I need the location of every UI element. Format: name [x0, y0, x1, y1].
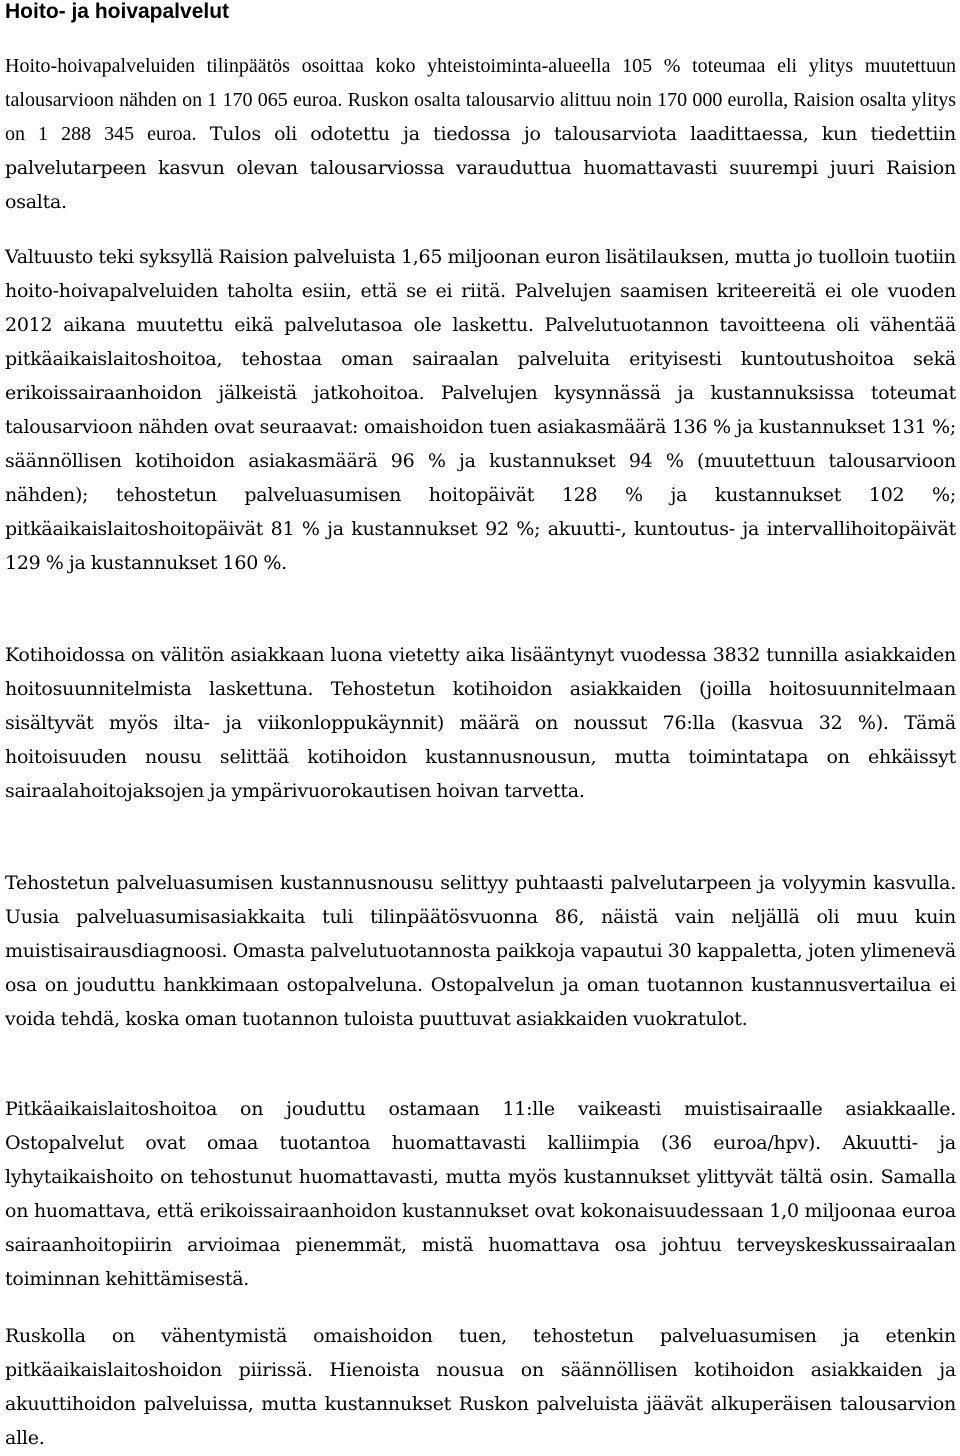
paragraph-text: Tehostetun palveluasumisen kustannusnousu selittyy puhtaasti palvelutarpeen ja volyymin kasvulla. Uusia palveluasumisasiakkaita tuli tilinpäätösvuonna 86, näistä vain neljällä oli muu kuin muistisairausdiagnoosi. Omasta palvelutuotannosta paikkoja vapautui 30 kappaletta, joten ylimenevä osa on jouduttu hankkimaan ostopalveluna. Ostopalvelun ja oman tuotannon kustannusvertailua ei voida tehdä, koska oman tuotannon tuloista puuttuvat asiakkaiden vuokratulot.	[5, 872, 956, 1030]
paragraph-long-term-care	[5, 1092, 956, 1296]
paragraph-budget-summary	[5, 49, 956, 219]
paragraph-text: Kotihoidossa on välitön asiakkaan luona vietetty aika lisääntynyt vuodessa 3832 tunnilla asiakkaiden hoitosuunnitelmista laskettuna. Tehostetun kotihoidon asiakkaiden (joilla hoitosuunnitelmaan sisältyvät myös ilta- ja viikonloppukäynnit) määrä on noussut 76:lla (kasvua 32 %). Tämä hoitoisuuden nousu selittää kotihoidon kustannusnousun, mutta toimintatapa on ehkäissyt sairaalahoitojaksojen ja ympärivuorokautisen hoivan tarvetta.	[5, 644, 956, 802]
paragraph-rusko	[5, 1319, 956, 1455]
paragraph-text: Pitkäaikaislaitoshoitoa on jouduttu ostamaan 11:lle vaikeasti muistisairaalle asiakkaalle. Ostopalvelut ovat omaa tuotantoa huomattavasti kalliimpia (36 euroa/hpv). Akuutti- ja lyhytaikaishoito on tehostunut huomattavasti, mutta myös kustannukset ylittyvät tältä osin. Samalla on huomattava, että erikoissairaanhoidon kustannukset ovat kokonaisuudessaan 1,0 miljoonaa euroa sairaanhoitopiirin arvioimaa pienemmät, mistä huomattava osa johtuu terveyskeskussairaalan toiminnan kehittämisestä.	[5, 1098, 956, 1290]
section-heading: Hoito- ja hoivapalvelut	[5, 0, 230, 23]
paragraph-text: Valtuusto teki syksyllä Raision palveluista 1,65 miljoonan euron lisätilauksen, mutta jo tuolloin tuotiin hoito-hoivapalveluiden taholta esiin, että se ei riitä. Palvelujen saamisen kriteereitä ei ole vuoden 2012 aikana muutettu eikä palvelutasoa ole laskettu. Palvelutuotannon tavoitteena oli vähentää pitkäaikaislaitoshoitoa, tehostaa oman sairaalan palveluita erityisesti kuntoutushoitoa sekä erikoissairaanhoidon jälkeistä jatkohoitoa. Palvelujen kysynnässä ja kustannuksissa toteumat talousarvioon nähden ovat seuraavat: omaishoidon tuen asiakasmäärä 136 % ja kustannukset 131 %; säännöllisen kotihoidon asiakasmäärä 96 % ja kustannukset 94 % (muutettuun talousarvioon nähden); tehostetun palveluasumisen hoitopäivät 128 % ja kustannukset 102 %; pitkäaikaislaitoshoitopäivät 81 % ja kustannukset 92 %; akuutti-, kuntoutus- ja intervallihoitopäivät 129 % ja kustannukset 160 %.	[5, 246, 956, 574]
document-page	[5, 0, 956, 1449]
paragraph-text: Hoito-hoivapalveluiden tilinpäätös osoittaa koko yhteistoiminta-alueella 105 % toteumaa eli ylitys muutettuun talousarvioon nähden on 1 170 065 euroa. Ruskon osalta talousarvio alittuu noin 170 000 eurolla, Raision osalta ylitys on 1 288 345 euroa.	[5, 55, 956, 145]
paragraph-assisted-living	[5, 866, 956, 1036]
paragraph-text: Tulos oli odotettu ja tiedossa jo talousarviota laadittaessa, kun tiedettiin palvelutarpeen kasvun olevan talousarviossa varauduttua huomattavasti suurempi juuri Raision osalta.	[5, 123, 956, 213]
paragraph-home-care	[5, 638, 956, 808]
paragraph-council-order	[5, 240, 956, 580]
paragraph-text: Ruskolla on vähentymistä omaishoidon tuen, tehostetun palveluasumisen ja etenkin pitkäaikaislaitoshoidon piirissä. Hienoista nousua on säännöllisen kotihoidon asiakkaiden ja akuuttihoidon palveluissa, mutta kustannukset Ruskon palveluista jäävät alkuperäisen talousarvion alle.	[5, 1325, 956, 1449]
